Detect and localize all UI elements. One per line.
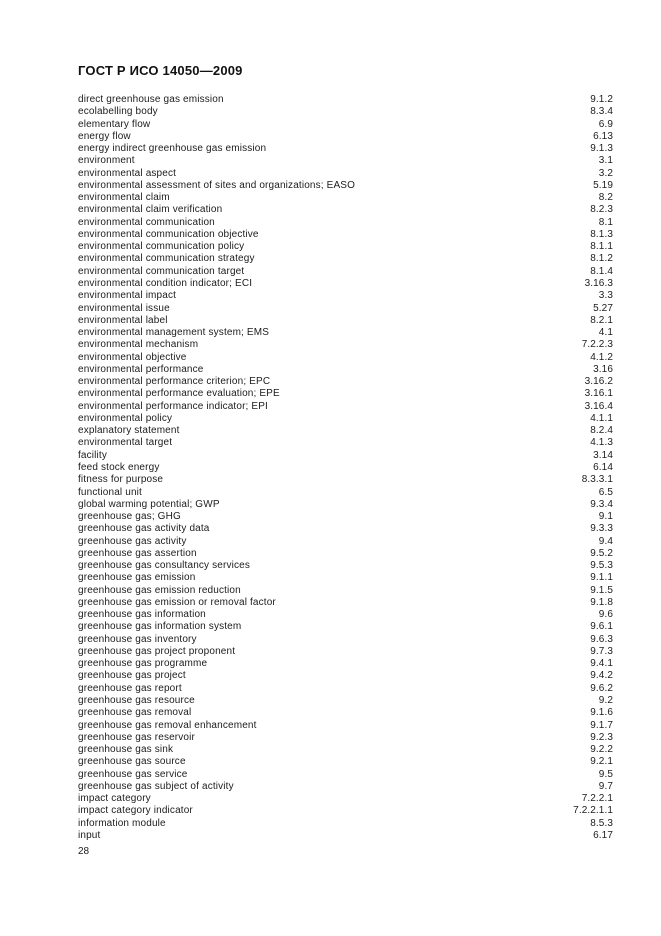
index-entry	[78, 670, 613, 682]
index-term: energy indirect greenhouse gas emission	[78, 143, 267, 155]
index-entry	[78, 499, 613, 511]
index-term: environmental aspect	[78, 167, 177, 179]
index-term: greenhouse gas inventory	[78, 633, 197, 645]
index-entry	[78, 732, 613, 744]
index-section-ref: 4.1.3	[590, 437, 613, 449]
index-section-ref: 9.2.3	[590, 731, 613, 743]
index-section-ref: 8.1.1	[590, 241, 613, 253]
index-section-ref: 9.4.1	[590, 658, 613, 670]
index-term: greenhouse gas; GHG	[78, 511, 181, 523]
index-entry	[78, 253, 613, 265]
index-section-ref: 3.16	[593, 363, 613, 375]
index-term: environmental communication	[78, 216, 215, 228]
index-term: environmental communication policy	[78, 241, 245, 253]
index-entry	[78, 425, 613, 437]
index-section-ref: 9.1.3	[590, 143, 613, 155]
index-entry	[78, 266, 613, 278]
index-section-ref: 9.1.5	[590, 584, 613, 596]
index-entry	[78, 290, 613, 302]
index-entry	[78, 437, 613, 449]
index-term: global warming potential; GWP	[78, 498, 220, 510]
index-section-ref: 9.6.3	[590, 633, 613, 645]
index-term: greenhouse gas emission reduction	[78, 584, 241, 596]
index-entry	[78, 376, 613, 388]
index-entry	[78, 756, 613, 768]
index-section-ref: 9.1.2	[590, 94, 613, 105]
index-section-ref: 7.2.2.3	[581, 339, 613, 351]
index-section-ref: 8.1.2	[590, 253, 613, 265]
index-entry	[78, 229, 613, 241]
index-entry	[78, 155, 613, 167]
index-entry	[78, 364, 613, 376]
index-term: facility	[78, 449, 107, 461]
index-term: information module	[78, 817, 166, 829]
index-entry	[78, 462, 613, 474]
index-entry	[78, 793, 613, 805]
index-entry	[78, 585, 613, 597]
document-title: ГОСТ Р ИСО 14050—2009	[78, 63, 243, 78]
index-section-ref: 5.19	[593, 179, 613, 191]
index-term: greenhouse gas subject of activity	[78, 780, 234, 792]
index-term: greenhouse gas sink	[78, 744, 174, 756]
index-entry	[78, 597, 613, 609]
index-term: impact category indicator	[78, 805, 193, 817]
index-section-ref: 8.1.3	[590, 228, 613, 240]
index-section-ref: 9.2	[598, 695, 613, 707]
index-term: greenhouse gas activity	[78, 535, 187, 547]
index-section-ref: 8.2	[598, 192, 613, 204]
index-section-ref: 9.3.4	[590, 498, 613, 510]
index-entry	[78, 523, 613, 535]
index-section-ref: 6.5	[598, 486, 613, 498]
index-term: environmental target	[78, 437, 173, 449]
index-entry	[78, 818, 613, 830]
index-section-ref: 6.13	[593, 130, 613, 142]
index-term: environmental performance	[78, 363, 204, 375]
index-entry	[78, 695, 613, 707]
index-entry	[78, 352, 613, 364]
index-entry	[78, 769, 613, 781]
page-number: 28	[78, 846, 90, 857]
index-section-ref: 9.7	[598, 780, 613, 792]
index-section-ref: 3.16.1	[584, 388, 613, 400]
index-entry	[78, 609, 613, 621]
index-section-ref: 9.1.1	[590, 572, 613, 584]
index-entry	[78, 106, 613, 118]
index-term: greenhouse gas resource	[78, 695, 195, 707]
index-entry	[78, 168, 613, 180]
index-entry	[78, 634, 613, 646]
index-section-ref: 9.6	[598, 609, 613, 621]
index-term: environmental performance evaluation; EPE	[78, 388, 280, 400]
index-term: environment	[78, 155, 135, 167]
index-term: environmental communication objective	[78, 228, 259, 240]
index-term: environmental mechanism	[78, 339, 199, 351]
index-term: explanatory statement	[78, 425, 180, 437]
index-entry	[78, 94, 613, 106]
index-section-ref: 3.2	[598, 167, 613, 179]
index-term: elementary flow	[78, 118, 151, 130]
index-section-ref: 5.27	[593, 302, 613, 314]
index-entry	[78, 204, 613, 216]
index-section-ref: 8.2.1	[590, 314, 613, 326]
index-entry	[78, 487, 613, 499]
index-entry	[78, 119, 613, 131]
index-section-ref: 6.17	[593, 829, 613, 841]
index-term: environmental condition indicator; ECI	[78, 277, 253, 289]
index-term: greenhouse gas service	[78, 768, 188, 780]
index-section-ref: 9.3.3	[590, 523, 613, 535]
index-term: environmental assessment of sites and organizations; EASO	[78, 179, 356, 191]
index-term: greenhouse gas reservoir	[78, 731, 195, 743]
index-term: greenhouse gas project proponent	[78, 645, 236, 657]
index-entry	[78, 548, 613, 560]
index-entry	[78, 241, 613, 253]
index-section-ref: 9.2.2	[590, 744, 613, 756]
index-term: environmental communication strategy	[78, 253, 255, 265]
index-entry	[78, 536, 613, 548]
index-section-ref: 3.14	[593, 449, 613, 461]
index-entry	[78, 401, 613, 413]
index-term: environmental management system; EMS	[78, 327, 270, 339]
index-entry	[78, 621, 613, 633]
index-section-ref: 9.1	[598, 511, 613, 523]
index-section-ref: 8.1	[598, 216, 613, 228]
index-section-ref: 8.3.4	[590, 106, 613, 118]
index-section-ref: 8.5.3	[590, 817, 613, 829]
index-section-ref: 9.4.2	[590, 670, 613, 682]
index-term: greenhouse gas removal enhancement	[78, 719, 257, 731]
index-entry	[78, 339, 613, 351]
index-entry	[78, 646, 613, 658]
index-term: energy flow	[78, 130, 131, 142]
index-section-ref: 8.2.4	[590, 425, 613, 437]
index-section-ref: 9.4	[598, 535, 613, 547]
index-section-ref: 8.1.4	[590, 265, 613, 277]
index-entry	[78, 511, 613, 523]
index-entry	[78, 143, 613, 155]
index-entry	[78, 450, 613, 462]
index-section-ref: 9.1.6	[590, 707, 613, 719]
index-section-ref: 3.3	[598, 290, 613, 302]
index-term: greenhouse gas programme	[78, 658, 208, 670]
index-section-ref: 4.1.1	[590, 412, 613, 424]
index-entry	[78, 131, 613, 143]
index-entry	[78, 830, 613, 842]
index-section-ref: 8.2.3	[590, 204, 613, 216]
index-section-ref: 3.16.3	[584, 277, 613, 289]
index-section-ref: 9.6.1	[590, 621, 613, 633]
index-term: environmental label	[78, 314, 168, 326]
index-term: environmental claim verification	[78, 204, 223, 216]
index-term: environmental performance criterion; EPC	[78, 376, 271, 388]
index-section-ref: 4.1	[598, 327, 613, 339]
index-section-ref: 6.9	[598, 118, 613, 130]
index-entry	[78, 413, 613, 425]
index-term: direct greenhouse gas emission	[78, 94, 224, 105]
index-entry	[78, 805, 613, 817]
index-term: greenhouse gas source	[78, 756, 186, 768]
index-entry	[78, 315, 613, 327]
index-term: environmental impact	[78, 290, 177, 302]
index-entry	[78, 683, 613, 695]
index-term: feed stock energy	[78, 461, 160, 473]
index-section-ref: 9.5.2	[590, 547, 613, 559]
index-term: environmental claim	[78, 192, 170, 204]
index-section-ref: 9.2.1	[590, 756, 613, 768]
index-term: greenhouse gas emission or removal factor	[78, 596, 276, 608]
index-entry	[78, 658, 613, 670]
index-term: greenhouse gas information system	[78, 621, 242, 633]
index-entry	[78, 744, 613, 756]
index-section-ref: 8.3.3.1	[581, 474, 613, 486]
index-section-ref: 9.1.8	[590, 596, 613, 608]
index-term: input	[78, 829, 101, 841]
index-list	[78, 94, 613, 842]
index-term: greenhouse gas assertion	[78, 547, 197, 559]
index-term: environmental objective	[78, 351, 187, 363]
index-entry	[78, 278, 613, 290]
index-term: environmental issue	[78, 302, 170, 314]
index-entry	[78, 560, 613, 572]
index-entry	[78, 217, 613, 229]
index-term: environmental policy	[78, 412, 173, 424]
index-term: environmental communication target	[78, 265, 245, 277]
index-section-ref: 7.2.2.1.1	[573, 805, 613, 817]
index-section-ref: 7.2.2.1	[581, 793, 613, 805]
index-entry	[78, 192, 613, 204]
index-section-ref: 9.5	[598, 768, 613, 780]
index-term: greenhouse gas information	[78, 609, 206, 621]
index-term: impact category	[78, 793, 151, 805]
index-entry	[78, 303, 613, 315]
index-section-ref: 6.14	[593, 461, 613, 473]
index-entry	[78, 180, 613, 192]
index-section-ref: 9.6.2	[590, 682, 613, 694]
index-entry	[78, 327, 613, 339]
index-term: ecolabelling body	[78, 106, 158, 118]
index-term: greenhouse gas project	[78, 670, 186, 682]
index-term: greenhouse gas emission	[78, 572, 196, 584]
index-section-ref: 9.1.7	[590, 719, 613, 731]
index-term: greenhouse gas activity data	[78, 523, 210, 535]
index-term: greenhouse gas consultancy services	[78, 560, 251, 572]
index-section-ref: 9.5.3	[590, 560, 613, 572]
index-section-ref: 4.1.2	[590, 351, 613, 363]
index-section-ref: 3.16.2	[584, 376, 613, 388]
index-term: greenhouse gas report	[78, 682, 182, 694]
index-entry	[78, 572, 613, 584]
index-entry	[78, 474, 613, 486]
index-section-ref: 3.1	[598, 155, 613, 167]
index-section-ref: 9.7.3	[590, 645, 613, 657]
index-entry	[78, 388, 613, 400]
index-term: fitness for purpose	[78, 474, 164, 486]
index-entry	[78, 781, 613, 793]
index-term: functional unit	[78, 486, 142, 498]
index-term: greenhouse gas removal	[78, 707, 192, 719]
index-section-ref: 3.16.4	[584, 400, 613, 412]
index-term: environmental performance indicator; EPI	[78, 400, 268, 412]
index-entry	[78, 707, 613, 719]
index-entry	[78, 720, 613, 732]
